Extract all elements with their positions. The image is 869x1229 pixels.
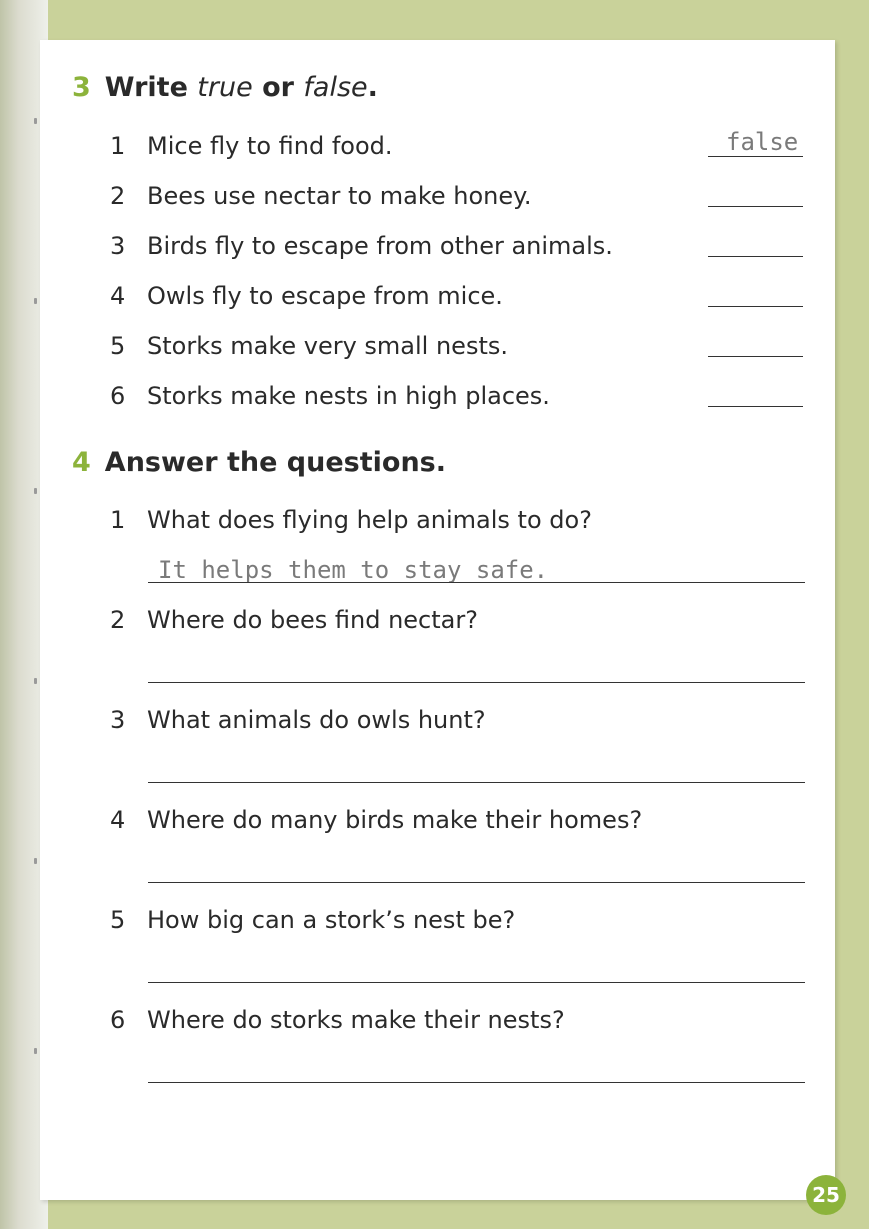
tf-item: 1 Mice fly to find food. bbox=[110, 132, 393, 160]
binding-stitch bbox=[34, 1048, 37, 1054]
question-item: 6 Where do storks make their nests? bbox=[110, 1006, 565, 1034]
tf-answer-1: false bbox=[726, 128, 799, 156]
section-3-number: 3 bbox=[72, 72, 91, 103]
answer-line[interactable] bbox=[148, 582, 805, 583]
tf-answer-blank[interactable] bbox=[708, 406, 803, 407]
tf-item: 2 Bees use nectar to make honey. bbox=[110, 182, 532, 210]
tf-answer-blank[interactable] bbox=[708, 256, 803, 257]
section-3-title: 3 Write true or false. bbox=[72, 72, 378, 103]
tf-item: 4 Owls fly to escape from mice. bbox=[110, 282, 503, 310]
answer-line[interactable] bbox=[148, 782, 805, 783]
binding-stitch bbox=[34, 118, 37, 124]
answer-line[interactable] bbox=[148, 882, 805, 883]
question-item: 3 What animals do owls hunt? bbox=[110, 706, 486, 734]
tf-answer-blank[interactable] bbox=[708, 156, 803, 157]
binding-stitch bbox=[34, 678, 37, 684]
page-number: 25 bbox=[806, 1175, 846, 1215]
tf-answer-blank[interactable] bbox=[708, 306, 803, 307]
answer-line[interactable] bbox=[148, 982, 805, 983]
question-item: 1 What does flying help animals to do? bbox=[110, 506, 592, 534]
binding-stitch bbox=[34, 488, 37, 494]
section-4-title: 4 Answer the questions. bbox=[72, 447, 446, 478]
tf-item: 6 Storks make nests in high places. bbox=[110, 382, 550, 410]
question-item: 4 Where do many birds make their homes? bbox=[110, 806, 643, 834]
question-item: 5 How big can a stork’s nest be? bbox=[110, 906, 516, 934]
section-4-number: 4 bbox=[72, 447, 91, 478]
question-answer-1: It helps them to stay safe. bbox=[158, 556, 549, 584]
tf-item: 5 Storks make very small nests. bbox=[110, 332, 508, 360]
answer-line[interactable] bbox=[148, 682, 805, 683]
answer-line[interactable] bbox=[148, 1082, 805, 1083]
question-item: 2 Where do bees find nectar? bbox=[110, 606, 478, 634]
binding-stitch bbox=[34, 858, 37, 864]
binding-stitch bbox=[34, 298, 37, 304]
tf-answer-blank[interactable] bbox=[708, 356, 803, 357]
tf-item: 3 Birds fly to escape from other animals. bbox=[110, 232, 613, 260]
tf-answer-blank[interactable] bbox=[708, 206, 803, 207]
